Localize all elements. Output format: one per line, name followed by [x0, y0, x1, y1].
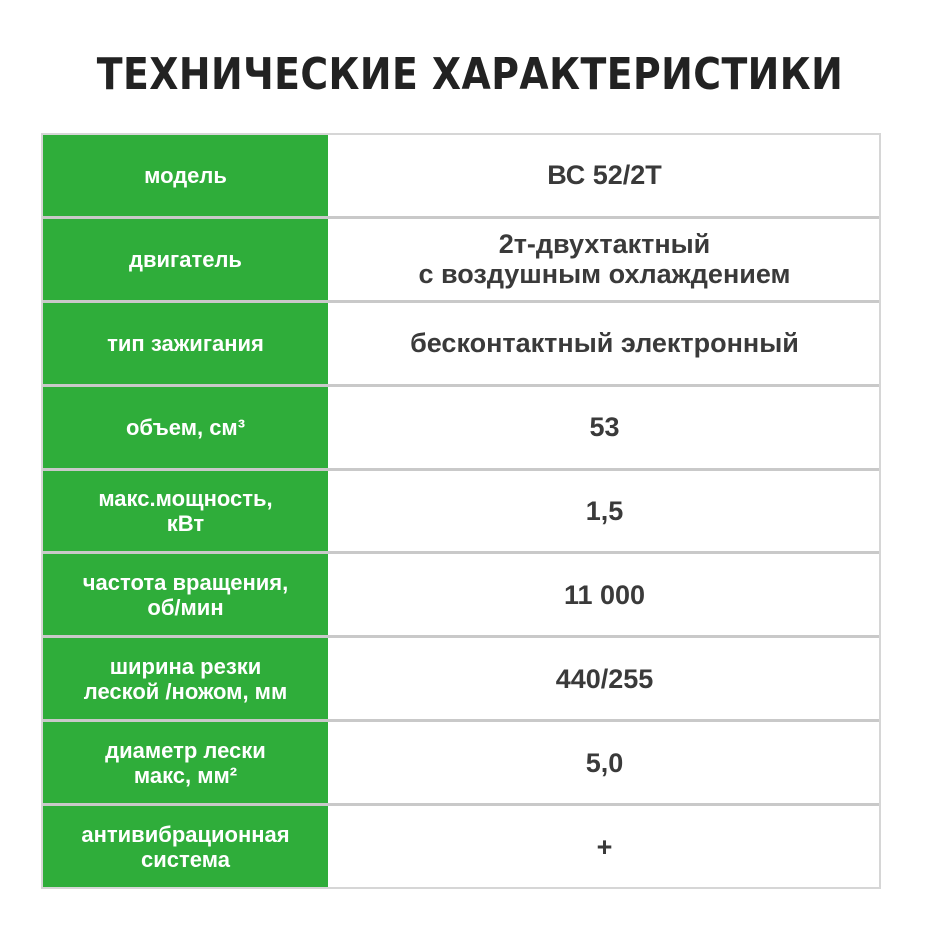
spec-value-volume: 53: [330, 387, 879, 468]
page-title: ТЕХНИЧЕСКИЕ ХАРАКТЕРИСТИКИ: [96, 49, 844, 100]
spec-label-antivibration: антивибрационная система: [43, 806, 330, 887]
spec-value-antivibration: +: [330, 806, 879, 887]
spec-value-cutting-width: 440/255: [330, 638, 879, 719]
spec-row-model: [43, 135, 879, 219]
spec-label-power: макс.мощность, кВт: [43, 471, 330, 552]
spec-row-antivibration: [43, 806, 879, 887]
spec-label-model: модель: [43, 135, 330, 216]
spec-value-ignition: бесконтактный электронный: [330, 303, 879, 384]
spec-label-cutting-width: ширина резки леской /ножом, мм: [43, 638, 330, 719]
spec-row-cutting-width: [43, 638, 879, 722]
spec-value-engine: 2т-двухтактный с воздушным охлаждением: [330, 219, 879, 300]
spec-value-model: ВС 52/2Т: [330, 135, 879, 216]
spec-label-engine: двигатель: [43, 219, 330, 300]
spec-label-volume: объем, см³: [43, 387, 330, 468]
spec-label-line-diameter: диаметр лески макс, мм²: [43, 722, 330, 803]
spec-row-engine: [43, 219, 879, 303]
spec-label-rpm: частота вращения, об/мин: [43, 554, 330, 635]
spec-row-power: [43, 471, 879, 555]
spec-table: [41, 133, 881, 889]
spec-row-ignition: [43, 303, 879, 387]
spec-value-rpm: 11 000: [330, 554, 879, 635]
spec-row-rpm: [43, 554, 879, 638]
spec-row-volume: [43, 387, 879, 471]
spec-value-line-diameter: 5,0: [330, 722, 879, 803]
spec-label-ignition: тип зажигания: [43, 303, 330, 384]
spec-value-power: 1,5: [330, 471, 879, 552]
spec-row-line-diameter: [43, 722, 879, 806]
